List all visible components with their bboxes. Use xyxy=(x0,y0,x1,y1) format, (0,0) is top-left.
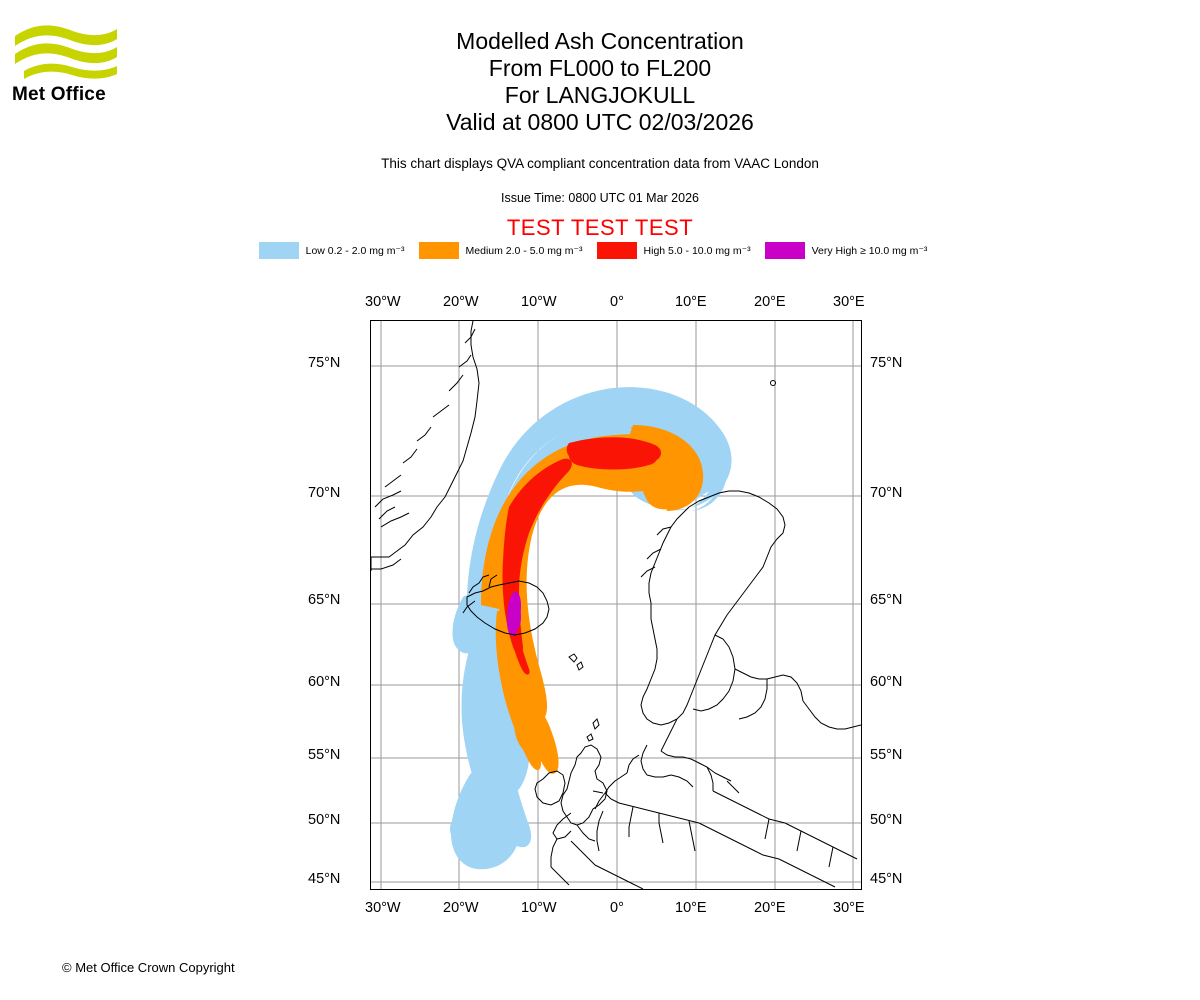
y-tick-right-55n: 55°N xyxy=(870,747,903,763)
legend-label-low: Low 0.2 - 2.0 mg m⁻³ xyxy=(305,244,405,257)
legend-label-high: High 5.0 - 10.0 mg m⁻³ xyxy=(643,244,751,257)
legend-swatch-medium xyxy=(419,242,459,259)
y-tick-left-55n: 55°N xyxy=(308,747,341,763)
legend xyxy=(0,242,1200,259)
legend-swatch-very-high xyxy=(765,242,805,259)
title-line-1: Modelled Ash Concentration xyxy=(456,28,744,54)
legend-item-very-high xyxy=(765,242,928,259)
y-tick-left-65n: 65°N xyxy=(308,592,341,608)
legend-label-medium: Medium 2.0 - 5.0 mg m⁻³ xyxy=(465,244,583,257)
x-tick-bottom-30e: 30°E xyxy=(833,900,865,916)
y-tick-left-60n: 60°N xyxy=(308,674,341,690)
x-tick-top-20e: 20°E xyxy=(754,294,786,310)
map-container xyxy=(308,294,903,916)
y-tick-left-50n: 50°N xyxy=(308,812,341,828)
chart-subtitle: This chart displays QVA compliant concentration data from VAAC London xyxy=(381,156,819,171)
x-tick-top-20w: 20°W xyxy=(443,294,479,310)
x-tick-bottom-20w: 20°W xyxy=(443,900,479,916)
copyright-text: © Met Office Crown Copyright xyxy=(62,960,235,975)
legend-swatch-low xyxy=(259,242,299,259)
y-tick-right-65n: 65°N xyxy=(870,592,903,608)
y-tick-right-50n: 50°N xyxy=(870,812,903,828)
x-tick-top-10w: 10°W xyxy=(521,294,557,310)
map-plot-area[interactable] xyxy=(370,320,862,890)
y-tick-right-70n: 70°N xyxy=(870,485,903,501)
x-tick-top-10e: 10°E xyxy=(675,294,707,310)
issue-time: Issue Time: 0800 UTC 01 Mar 2026 xyxy=(500,191,699,205)
x-tick-bottom-30w: 30°W xyxy=(365,900,401,916)
page-title xyxy=(0,28,1200,136)
legend-swatch-high xyxy=(597,242,637,259)
test-banner: TEST TEST TEST xyxy=(506,215,694,240)
met-office-wordmark: Met Office xyxy=(12,84,106,105)
x-tick-top-30w: 30°W xyxy=(365,294,401,310)
x-tick-bottom-10w: 10°W xyxy=(521,900,557,916)
x-tick-top-0: 0° xyxy=(610,294,624,310)
title-line-4: Valid at 0800 UTC 02/03/2026 xyxy=(446,109,754,135)
title-line-3: For LANGJOKULL xyxy=(504,82,696,108)
y-tick-right-45n: 45°N xyxy=(870,871,903,887)
legend-item-medium xyxy=(419,242,583,259)
y-tick-left-75n: 75°N xyxy=(308,355,341,371)
y-tick-left-45n: 45°N xyxy=(308,871,341,887)
y-tick-right-60n: 60°N xyxy=(870,674,903,690)
x-tick-top-30e: 30°E xyxy=(833,294,865,310)
y-tick-right-75n: 75°N xyxy=(870,355,903,371)
title-line-2: From FL000 to FL200 xyxy=(488,55,712,81)
x-tick-bottom-0: 0° xyxy=(610,900,624,916)
legend-item-low xyxy=(259,242,405,259)
x-tick-bottom-10e: 10°E xyxy=(675,900,707,916)
x-tick-bottom-20e: 20°E xyxy=(754,900,786,916)
legend-item-high xyxy=(597,242,751,259)
y-tick-left-70n: 70°N xyxy=(308,485,341,501)
map-svg xyxy=(371,321,862,890)
legend-label-very-high: Very High ≥ 10.0 mg m⁻³ xyxy=(811,244,928,257)
